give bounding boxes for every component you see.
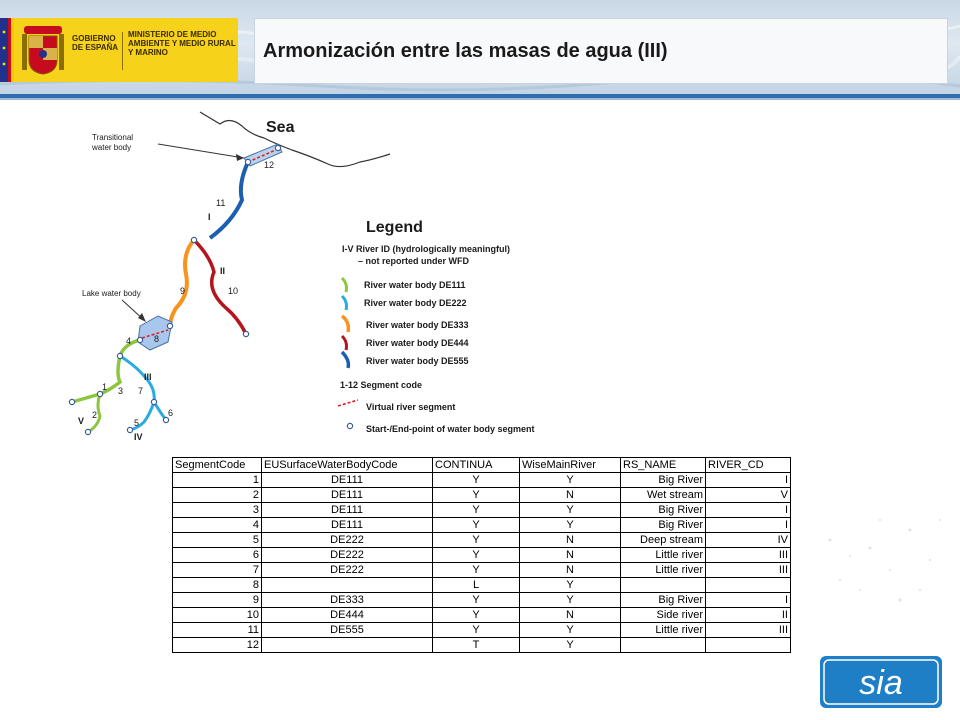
table-row — [173, 533, 791, 548]
river-de333 — [170, 240, 194, 326]
decorative-speckle — [800, 460, 960, 650]
table-row — [173, 503, 791, 518]
legend-item-de333 — [342, 316, 469, 332]
lake-water-body — [138, 316, 172, 350]
eu-flag-icon — [0, 18, 14, 82]
arrow-head — [138, 313, 146, 322]
table-cell: DE111 — [262, 488, 433, 503]
transitional-arrow — [158, 144, 244, 158]
table-cell: DE444 — [262, 608, 433, 623]
segment-1: 1 — [102, 382, 108, 392]
table-cell: N — [520, 608, 621, 623]
table-cell: Little river — [621, 548, 706, 563]
table-cell: DE222 — [262, 563, 433, 578]
legend-virtual-line — [338, 400, 358, 406]
table-cell: 7 — [173, 563, 262, 578]
table-cell: Wet stream — [621, 488, 706, 503]
table-cell: V — [706, 488, 791, 503]
table-cell: Y — [520, 503, 621, 518]
table-cell: Y — [433, 518, 520, 533]
col-wise-main-river: WiseMainRiver — [520, 458, 621, 473]
table-cell — [706, 638, 791, 653]
table-cell: Y — [520, 623, 621, 638]
segment-7: 7 — [138, 386, 144, 396]
legend-item-de555 — [342, 352, 469, 368]
col-eu-code: EUSurfaceWaterBodyCode — [262, 458, 433, 473]
table-cell: Y — [433, 533, 520, 548]
segment-12: 12 — [264, 160, 275, 170]
gobierno-text: GOBIERNO DE ESPAÑA — [72, 34, 119, 52]
legend-item-de111 — [342, 278, 466, 292]
segment-5: 5 — [134, 418, 140, 428]
segment-table — [172, 457, 791, 653]
legend-virtual: Virtual river segment — [366, 402, 456, 412]
col-segment-code: SegmentCode — [173, 458, 262, 473]
table-cell: I — [706, 593, 791, 608]
legend-segment-code: 1-12 Segment code — [340, 380, 423, 390]
table-cell — [621, 578, 706, 593]
table-cell: 6 — [173, 548, 262, 563]
legend-river-id-note: – not reported under WFD — [358, 256, 469, 266]
table-cell: Big River — [621, 503, 706, 518]
table-row — [173, 488, 791, 503]
table-cell: DE111 — [262, 503, 433, 518]
table-cell: II — [706, 608, 791, 623]
table-cell: Y — [520, 473, 621, 488]
table-cell: Y — [433, 548, 520, 563]
table-cell: 2 — [173, 488, 262, 503]
table-cell: DE222 — [262, 548, 433, 563]
table-cell: DE111 — [262, 473, 433, 488]
table-cell: DE555 — [262, 623, 433, 638]
table-cell: Big River — [621, 518, 706, 533]
table-cell: Y — [433, 488, 520, 503]
sia-logo-text: sia — [859, 664, 903, 702]
svg-text:River water body DE222: River water body DE222 — [364, 298, 467, 308]
table-cell: Y — [433, 608, 520, 623]
table-cell: Little river — [621, 563, 706, 578]
table-cell — [706, 578, 791, 593]
lake-label: Lake water body — [82, 289, 141, 298]
table-cell: Big River — [621, 473, 706, 488]
svg-text:River water body DE555: River water body DE555 — [366, 356, 469, 366]
table-row — [173, 623, 791, 638]
svg-text:River water body DE444: River water body DE444 — [366, 338, 469, 348]
legend-endpoint-icon — [347, 423, 352, 428]
table-cell: Y — [433, 563, 520, 578]
legend-endpoint: Start-/End-point of water body segment — [366, 424, 535, 434]
sea-label: Sea — [266, 119, 295, 136]
table-row — [173, 638, 791, 653]
table-cell: 5 — [173, 533, 262, 548]
segment-9: 9 — [180, 286, 186, 296]
legend-title: Legend — [366, 219, 423, 236]
table-cell: I — [706, 473, 791, 488]
col-rs-name: RS_NAME — [621, 458, 706, 473]
table-cell: I — [706, 503, 791, 518]
table-cell: III — [706, 563, 791, 578]
table-cell: DE111 — [262, 518, 433, 533]
table-cell: Y — [433, 503, 520, 518]
segment-10: 10 — [228, 286, 239, 296]
table-row — [173, 548, 791, 563]
table-row — [173, 518, 791, 533]
segment-2: 2 — [92, 410, 98, 420]
legend-river-id: I-V River ID (hydrologically meaningful) — [342, 244, 511, 254]
table-cell: L — [433, 578, 520, 593]
table-cell: Y — [433, 593, 520, 608]
header-divider-light — [0, 98, 960, 100]
table-cell: 3 — [173, 503, 262, 518]
table-cell: 4 — [173, 518, 262, 533]
legend-item-de222 — [342, 296, 467, 310]
table-cell: Side river — [621, 608, 706, 623]
logo-separator — [122, 32, 123, 70]
table-cell: 12 — [173, 638, 262, 653]
sia-logo — [820, 656, 942, 708]
table-cell: Y — [433, 623, 520, 638]
legend-item-de444 — [342, 336, 469, 350]
table-row — [173, 578, 791, 593]
table-cell: N — [520, 563, 621, 578]
river-id-5: V — [78, 416, 85, 426]
table-cell — [262, 578, 433, 593]
river-de111 — [72, 340, 140, 402]
table-header-row — [173, 458, 791, 473]
table-cell: Big River — [621, 593, 706, 608]
table-cell: DE333 — [262, 593, 433, 608]
table-cell: Y — [520, 593, 621, 608]
table-row — [173, 473, 791, 488]
col-river-cd: RIVER_CD — [706, 458, 791, 473]
transitional-label-2: water body — [92, 143, 132, 152]
ministerio-text: MINISTERIO DE MEDIO AMBIENTE Y MEDIO RURAL Y MARINO — [128, 30, 236, 57]
table-cell: III — [706, 548, 791, 563]
segment-8: 8 — [154, 334, 160, 344]
transitional-label: Transitional — [92, 133, 134, 142]
table-cell: 8 — [173, 578, 262, 593]
table-cell: Y — [433, 473, 520, 488]
table-cell: Deep stream — [621, 533, 706, 548]
table-cell: DE222 — [262, 533, 433, 548]
table-cell: 10 — [173, 608, 262, 623]
segment-6: 6 — [168, 408, 174, 418]
river-id-4: IV — [134, 432, 143, 442]
government-logo — [0, 18, 238, 82]
segment-4: 4 — [126, 336, 132, 346]
table-cell — [262, 638, 433, 653]
table-cell: Y — [520, 578, 621, 593]
river-id-3: III — [144, 372, 152, 382]
svg-text:River water body DE333: River water body DE333 — [366, 320, 469, 330]
table-cell: T — [433, 638, 520, 653]
coastline — [200, 112, 390, 167]
sia-logo-icon — [820, 656, 942, 708]
coat-of-arms-icon — [20, 24, 66, 76]
segment-3: 3 — [118, 386, 124, 396]
river-network-diagram — [60, 104, 580, 456]
arrow-head — [236, 154, 244, 161]
river-id-1: I — [208, 212, 211, 222]
river-de444 — [194, 240, 246, 334]
table-row — [173, 608, 791, 623]
table-cell: Y — [520, 638, 621, 653]
table-cell: N — [520, 533, 621, 548]
table-cell: 11 — [173, 623, 262, 638]
table-cell: I — [706, 518, 791, 533]
river-id-2: II — [220, 266, 226, 276]
col-continua: CONTINUA — [433, 458, 520, 473]
table-cell: Little river — [621, 623, 706, 638]
table-cell: N — [520, 548, 621, 563]
table-cell: Y — [520, 518, 621, 533]
title-box — [254, 18, 948, 84]
table-row — [173, 593, 791, 608]
table-cell: 1 — [173, 473, 262, 488]
segment-11: 11 — [216, 198, 226, 208]
table-cell: 9 — [173, 593, 262, 608]
table-cell — [621, 638, 706, 653]
table-cell: III — [706, 623, 791, 638]
table-cell: N — [520, 488, 621, 503]
page-title: Armonización entre las masas de agua (III) — [263, 40, 668, 62]
svg-text:River water body DE111: River water body DE111 — [364, 280, 466, 290]
table-cell: IV — [706, 533, 791, 548]
table-row — [173, 563, 791, 578]
